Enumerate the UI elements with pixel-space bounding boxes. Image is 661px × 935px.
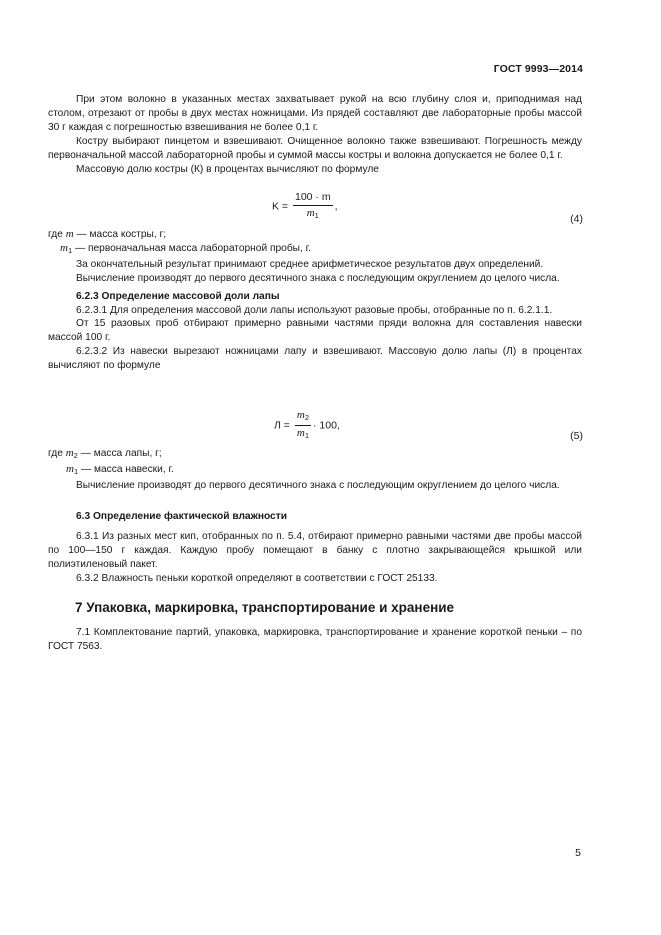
paragraph: 6.2.3.2 Из навески вырезают ножницами лапу и взвешивают. Массовую долю лапы (Л) в процентах вычисляют по формуле: [48, 346, 582, 372]
section-heading-7: 7 Упаковка, маркировка, транспортирование и хранение: [75, 600, 455, 615]
formula-lhs: Л =: [274, 419, 290, 432]
paragraph: За окончательный результат принимают среднее арифметическое результатов двух определений.: [76, 258, 544, 270]
formula-tail: ,: [334, 200, 338, 213]
equation-number-5: (5): [570, 430, 583, 442]
text-block-after-formula-4: [48, 228, 582, 373]
where-line: $m_1$ — масса навески, г.: [66, 462, 174, 476]
subsection-heading-6-3: 6.3 Определение фактической влажности: [76, 511, 287, 522]
fraction: [295, 409, 311, 442]
paragraph: От 15 разовых проб отбирают примерно равными частями пряди волокна для составления навески массой 100 г.: [48, 318, 582, 344]
paragraph: 7.1 Комплектование партий, упаковка, маркировка, транспортирование и хранение короткой пеньки – по ГОСТ 7563.: [48, 627, 582, 652]
paragraph: При этом волокно в указанных местах захватывает рукой на всю глубину слоя и, приподнимая над столом, отрезают от пробы в двух местах ножницами. Из прядей составляют две лабораторные пробы массой 30 г каждая с погрешностью взвешивания не более 0,1 г.: [48, 94, 582, 133]
fraction-numerator: 100 · m: [293, 191, 333, 206]
paragraph: 6.3.2 Влажность пеньки короткой определяют в соответствии с ГОСТ 25133.: [76, 572, 438, 584]
formula-tail: · 100,: [313, 419, 340, 432]
paragraph: Вычисление производят до первого десятичного знака с последующим округлением до целого числа.: [76, 272, 560, 284]
fraction-denominator: $m_1$: [296, 427, 309, 440]
fraction-denominator: $m_1$: [306, 207, 319, 220]
formula-lhs: K =: [272, 200, 289, 213]
paragraph: Вычисление производят до первого десятичного знака с последующим округлением до целого числа.: [76, 479, 560, 491]
paragraph: Костру выбирают пинцетом и взвешивают. Очищенное волокно также взвешивают. Погрешность между первоначальной массой лабораторной пробы и суммой массы костры и волокна допускается не более 0,1 г.: [48, 135, 582, 161]
text-block-6-2-2: [48, 93, 582, 176]
paragraph: 6.2.3.1 Для определения массовой доли лапы используют разовые пробы, отобранные по п. 6.2.1.1.: [76, 304, 553, 316]
where-line: где $m_2$ — масса лапы, г;: [48, 447, 162, 460]
paragraph: 6.3.1 Из разных мест кип, отобранных по п. 5.4, отбирают примерно равными частями две пробы массой по 100—150 г каждая. Каждую пробу помещают в банку с плотно закрывающейся крышкой или полиэтиленовый пакет.: [48, 530, 582, 570]
formula-5: [274, 409, 340, 442]
formula-4: [272, 191, 338, 222]
equation-number-4: (4): [570, 213, 583, 225]
fraction: [293, 191, 333, 222]
document-code-header: ГОСТ 9993—2014: [493, 63, 583, 75]
text-block-7: [48, 626, 582, 654]
subsection-heading-6-2-3: 6.2.3 Определение массовой доли лапы: [76, 290, 280, 302]
where-line: $m_1$ — первоначальная масса лабораторной пробы, г.: [60, 241, 311, 255]
where-line: где m — масса костры, г;: [48, 228, 167, 240]
text-block-after-formula-5: [48, 447, 582, 493]
page-number: 5: [575, 847, 581, 859]
paragraph: Массовую долю костры (К) в процентах вычисляют по формуле: [76, 163, 379, 175]
text-block-6-3: [48, 510, 582, 586]
fraction-numerator: $m_2$: [295, 409, 311, 426]
